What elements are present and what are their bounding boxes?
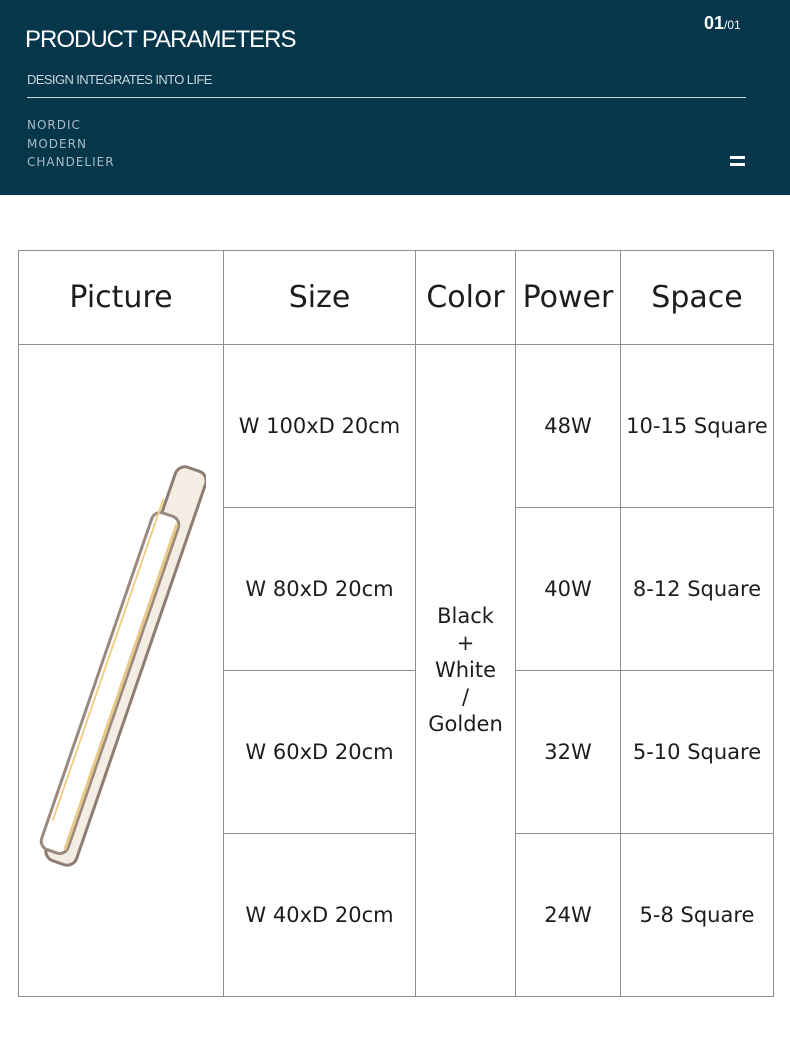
power-cell: 32W (516, 671, 621, 834)
space-cell: 8-12 Square (621, 508, 774, 671)
color-line-4: / (461, 685, 470, 709)
header-space: Space (621, 251, 774, 345)
chandelier-image (36, 461, 206, 881)
color-line-2: + (456, 631, 475, 655)
space-cell: 5-10 Square (621, 671, 774, 834)
power-cell: 48W (516, 345, 621, 508)
table-row (19, 345, 774, 508)
page-title: PRODUCT PARAMETERS (25, 26, 296, 53)
table-header-row (19, 251, 774, 345)
header-color: Color (416, 251, 516, 345)
power-cell: 40W (516, 508, 621, 671)
power-cell: 24W (516, 834, 621, 997)
product-picture-cell (19, 345, 224, 997)
page-subtitle: DESIGN INTEGRATES INTO LIFE (27, 72, 212, 87)
page-current: 01 (704, 13, 725, 33)
header-picture: Picture (19, 251, 224, 345)
color-line-5: Golden (428, 712, 503, 736)
header-size: Size (224, 251, 416, 345)
size-cell: W 60xD 20cm (224, 671, 416, 834)
header-banner (0, 0, 790, 195)
header-power: Power (516, 251, 621, 345)
tagline-line-2: MODERN (27, 137, 87, 151)
tagline-line-1: NORDIC (27, 118, 81, 132)
product-parameters-table (18, 250, 774, 997)
tagline-line-3: CHANDELIER (27, 155, 115, 169)
color-line-1: Black (437, 604, 494, 628)
size-cell: W 80xD 20cm (224, 508, 416, 671)
size-cell: W 40xD 20cm (224, 834, 416, 997)
page-indicator (704, 13, 741, 34)
color-cell (416, 345, 516, 997)
space-cell: 10-15 Square (621, 345, 774, 508)
page-total: /01 (724, 18, 741, 32)
header-divider (27, 97, 746, 98)
menu-icon[interactable] (730, 156, 745, 168)
size-cell: W 100xD 20cm (224, 345, 416, 508)
space-cell: 5-8 Square (621, 834, 774, 997)
color-line-3: White (434, 658, 497, 682)
